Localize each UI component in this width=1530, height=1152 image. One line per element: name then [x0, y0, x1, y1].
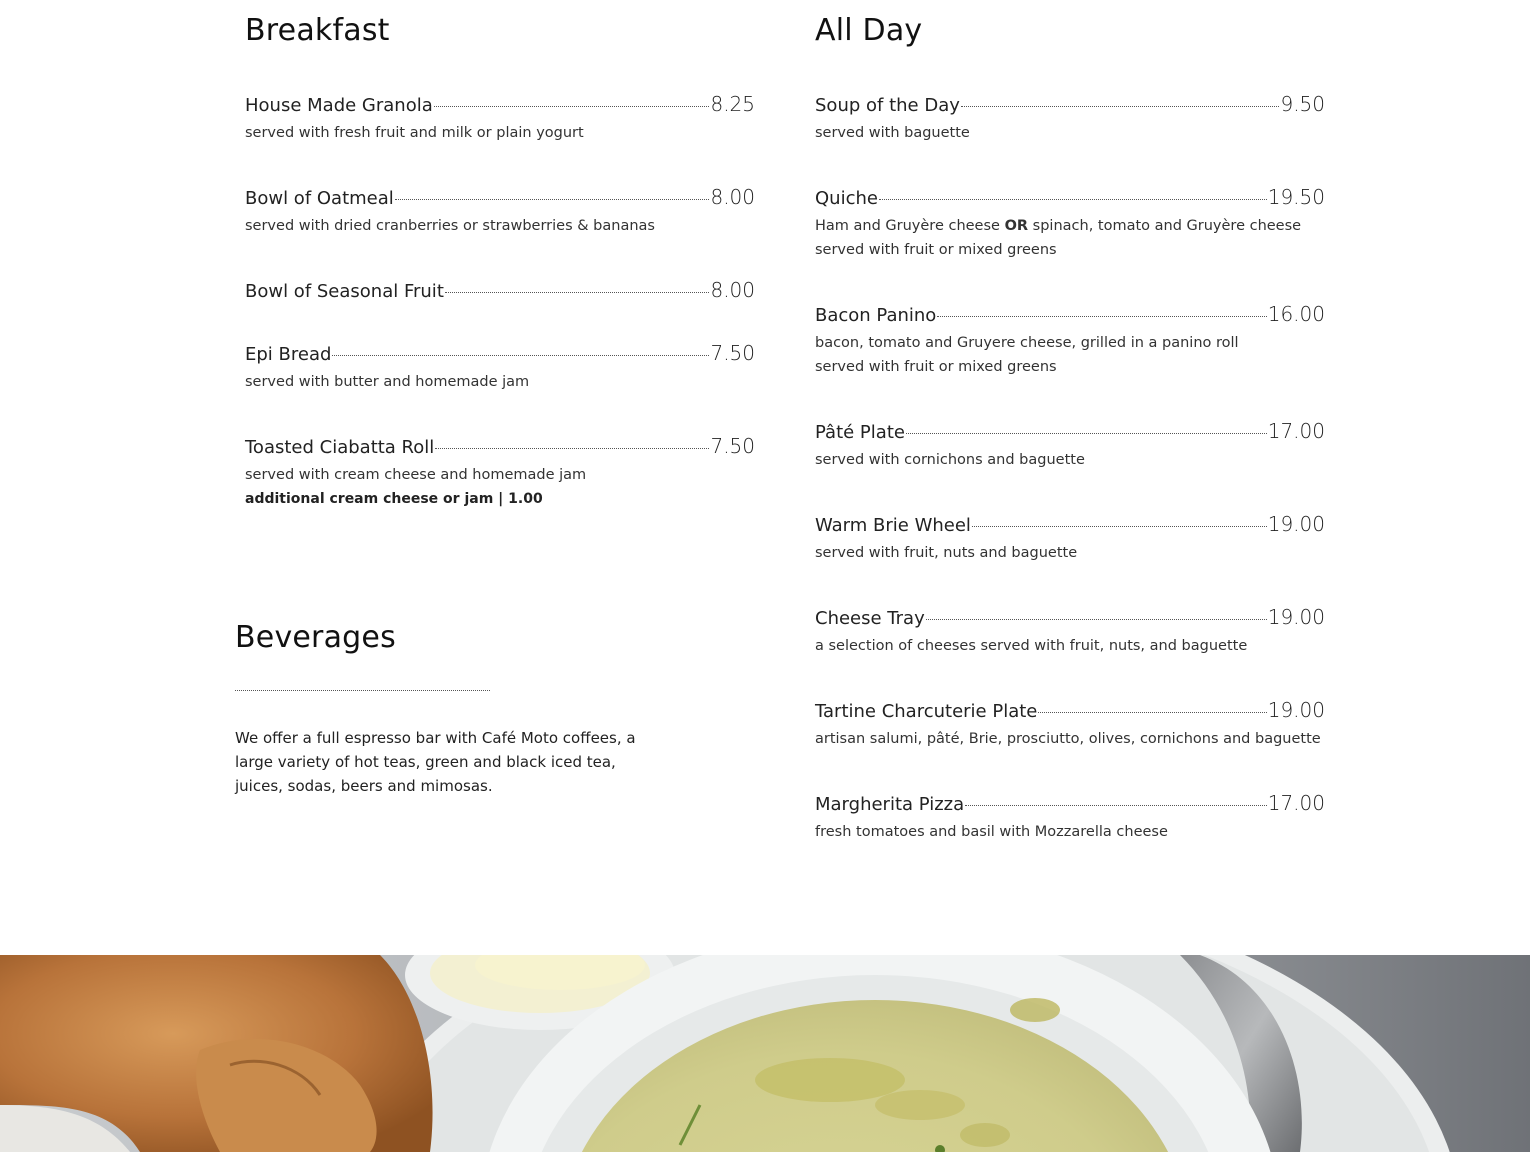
menu-item-name: Bowl of Seasonal Fruit	[245, 281, 444, 302]
menu-item-price: 9.50	[1280, 92, 1325, 116]
breakfast-heading: Breakfast	[245, 13, 390, 48]
dotted-leader	[965, 805, 1267, 806]
menu-item	[815, 302, 1325, 379]
all-day-menu-list	[815, 92, 1325, 884]
menu-item-price: 17.00	[1267, 791, 1325, 815]
menu-item-name: Bacon Panino	[815, 305, 937, 326]
menu-item-price: 19.50	[1267, 185, 1325, 209]
menu-item	[245, 278, 755, 304]
soup-bowl-with-bread-photo	[0, 955, 1530, 1152]
menu-item-name: Cheese Tray	[815, 608, 925, 629]
menu-item-name: Pâté Plate	[815, 422, 905, 443]
menu-item-name: House Made Granola	[245, 95, 433, 116]
menu-item	[815, 791, 1325, 844]
dotted-leader	[906, 433, 1267, 434]
food-photo-illustration	[0, 955, 1530, 1152]
menu-item	[815, 698, 1325, 751]
desc-part: spinach, tomato and Gruyère cheese	[1032, 218, 1302, 234]
dotted-leader	[961, 106, 1280, 107]
menu-item-name: Quiche	[815, 188, 878, 209]
menu-item-name: Bowl of Oatmeal	[245, 188, 394, 209]
menu-item-description: served with cornichons and baguette	[815, 452, 1085, 468]
menu-item-note: additional cream cheese or jam | 1.00	[245, 491, 543, 507]
dotted-leader	[937, 316, 1266, 317]
menu-item-description	[815, 331, 1325, 379]
all-day-heading: All Day	[815, 13, 923, 48]
desc-part: Ham and Gruyère cheese	[815, 218, 1000, 234]
menu-item-description: served with fresh fruit and milk or plain yogurt	[245, 125, 584, 141]
menu-item-description	[815, 214, 1325, 262]
menu-item-price: 8.00	[710, 278, 755, 302]
menu-item	[815, 512, 1325, 565]
menu-item-description: served with butter and homemade jam	[245, 374, 530, 390]
dotted-leader	[445, 292, 710, 293]
menu-item-name: Margherita Pizza	[815, 794, 965, 815]
dotted-leader	[926, 619, 1267, 620]
desc-line2: served with fruit or mixed greens	[815, 359, 1057, 375]
beverages-divider	[235, 690, 490, 691]
beverages-description: We offer a full espresso bar with Café Moto coffees, a large variety of hot teas, green and black iced tea, juices, sodas, beers and mimosas.	[235, 729, 636, 795]
menu-item	[245, 434, 755, 511]
dotted-leader	[879, 199, 1267, 200]
menu-item-description: a selection of cheeses served with fruit, nuts, and baguette	[815, 638, 1248, 654]
beverages-heading: Beverages	[235, 620, 396, 655]
desc-or: OR	[1004, 218, 1029, 234]
breakfast-menu-list	[245, 92, 755, 551]
menu-item-price: 7.50	[710, 434, 755, 458]
menu-item-name: Toasted Ciabatta Roll	[245, 437, 435, 458]
dotted-leader	[434, 106, 710, 107]
menu-item-description: fresh tomatoes and basil with Mozzarella cheese	[815, 824, 1168, 840]
desc-line2: served with fruit or mixed greens	[815, 242, 1057, 258]
menu-item	[245, 185, 755, 238]
desc-line1: bacon, tomato and Gruyere cheese, grilled in a panino roll	[815, 335, 1239, 351]
menu-item-price: 19.00	[1267, 512, 1325, 536]
menu-item-description: served with baguette	[815, 125, 970, 141]
menu-item-price: 16.00	[1267, 302, 1325, 326]
menu-item-price: 19.00	[1267, 605, 1325, 629]
dotted-leader	[395, 199, 710, 200]
menu-item	[245, 92, 755, 145]
menu-item-description: served with dried cranberries or strawberries & bananas	[245, 218, 655, 234]
menu-item-price: 7.50	[710, 341, 755, 365]
menu-item	[815, 185, 1325, 262]
menu-item-name: Tartine Charcuterie Plate	[815, 701, 1038, 722]
menu-item-price: 8.00	[710, 185, 755, 209]
menu-item-name: Soup of the Day	[815, 95, 960, 116]
menu-item-description: served with cream cheese and homemade jam	[245, 467, 587, 483]
menu-item-description: artisan salumi, pâté, Brie, prosciutto, olives, cornichons and baguette	[815, 731, 1321, 747]
dotted-leader	[332, 355, 709, 356]
dotted-leader	[1038, 712, 1266, 713]
menu-item-price: 19.00	[1267, 698, 1325, 722]
menu-item-price: 17.00	[1267, 419, 1325, 443]
menu-item-name: Warm Brie Wheel	[815, 515, 971, 536]
menu-item	[815, 419, 1325, 472]
menu-item	[815, 92, 1325, 145]
dotted-leader	[972, 526, 1267, 527]
menu-item-price: 8.25	[710, 92, 755, 116]
menu-item-description: served with fruit, nuts and baguette	[815, 545, 1078, 561]
menu-item-name: Epi Bread	[245, 344, 332, 365]
menu-item	[815, 605, 1325, 658]
menu-item	[245, 341, 755, 394]
dotted-leader	[435, 448, 709, 449]
